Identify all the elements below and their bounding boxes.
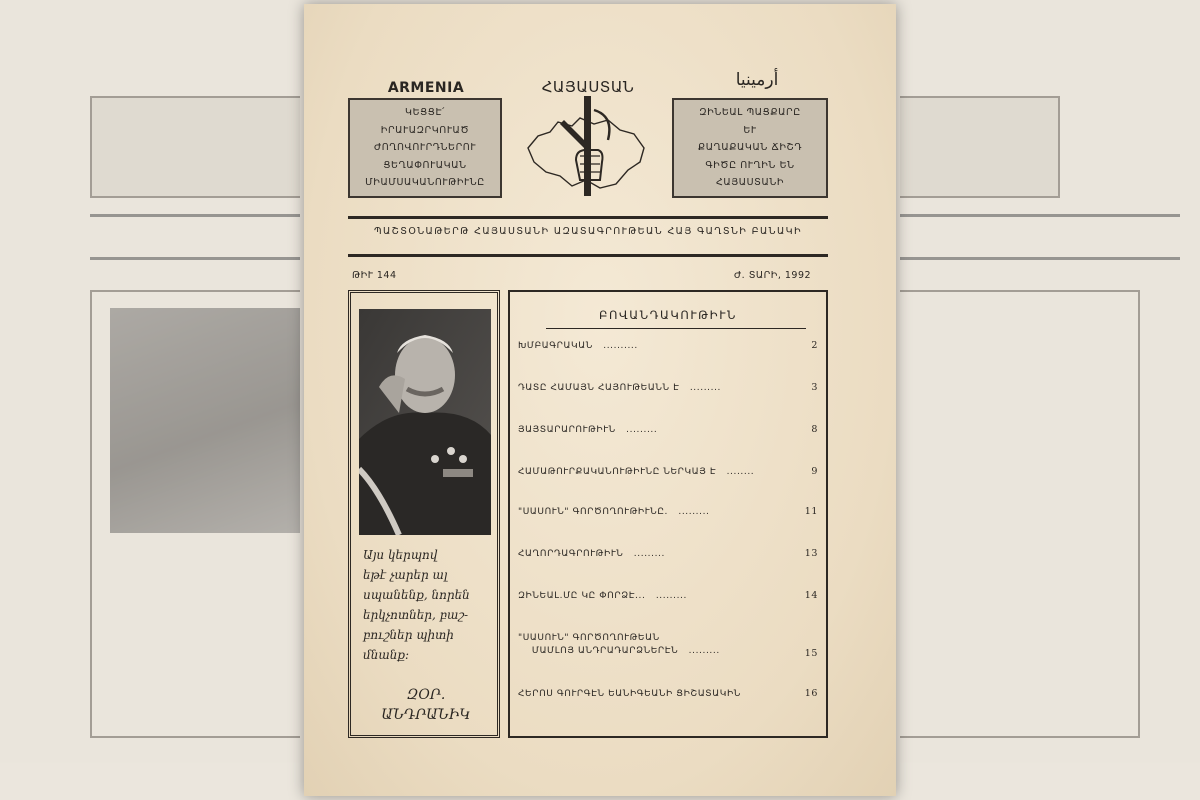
toc-entry xyxy=(518,590,818,620)
toc-entry xyxy=(518,548,818,578)
quote-signature xyxy=(357,685,495,725)
toc-entry-page: 13 xyxy=(804,548,818,559)
slogan-line: ՔԱՂԱՔԱԿԱՆ ՃԻՇԴ xyxy=(697,142,803,154)
slogan-line: ՑԵՂԱՓՈՒԱԿԱՆ xyxy=(383,159,467,171)
magazine-cover xyxy=(304,4,896,796)
ghost-slogan-box xyxy=(90,96,300,198)
background-left-blur xyxy=(0,0,300,800)
toc-entry xyxy=(518,632,818,662)
slogan-line: ԺՈՂՈՎՈՒՐԴՆԵՐՈՒ xyxy=(373,142,477,154)
slogan-line: ԻՐԱՒԱԶՐԿՈՒԱԾ xyxy=(380,124,470,136)
toc-entry-page: 16 xyxy=(804,688,818,699)
toc-entry-title: ՀԵՐՈՍ ԳՈՒՐԳԷՆ ԵԱՆԻԳԵԱՆԻ ՑԻՇԱՏԱԿԻՆ xyxy=(518,689,741,699)
strapline: ՊԱՇՏՕՆԱԹԵՐԹ ՀԱՅԱՍՏԱՆԻ ԱԶԱՏԱԳՐՈՒԹԵԱՆ ՀԱՅ ԳԱՂՏՆԻ ԲԱՆԱԿԻ xyxy=(373,226,803,237)
toc-entry-title: ԽՄԲԱԳՐԱԿԱՆ .......... xyxy=(518,341,638,351)
slogan-line: ԿԵՑՑԷ՛ xyxy=(405,107,445,119)
toc-divider xyxy=(546,328,806,329)
toc-entry xyxy=(518,424,818,454)
toc-entry xyxy=(518,688,818,718)
map-fist-rifle-icon xyxy=(520,96,656,200)
general-portrait-photo xyxy=(359,309,491,535)
quote-block xyxy=(363,545,489,665)
toc-entry xyxy=(518,382,818,412)
toc-entry-page: 15 xyxy=(804,648,818,659)
logo-title: ՀԱՅԱՍՏԱՆ xyxy=(541,78,635,96)
toc-entry-title: "ՍԱՍՈՒՆ" ԳՈՐԾՈՂՈՒԹԵԱՆ ՄԱՄԼՈՅ ԱՆԴՐԱԴԱՐՁՆԵՐԷՆ ......... xyxy=(518,633,720,656)
background-right-blur xyxy=(900,0,1200,800)
signature-name: ԱՆԴՐԱՆԻԿ xyxy=(381,707,471,723)
toc-entry-page: 8 xyxy=(811,424,818,435)
header-rule-top xyxy=(348,216,828,219)
toc-entry-title: ՀԱՄԱԹՈՒՐՔԱԿԱՆՈՒԹԻՒՆԸ ՆԵՐԿԱՅ Է ........ xyxy=(518,467,755,477)
slogan-line: ԶԻՆԵԱԼ ՊԱՑՔԱՐԸ xyxy=(699,107,801,119)
ghost-strap xyxy=(90,214,300,260)
toc-entry-page: 14 xyxy=(804,590,818,601)
toc-entry-page: 11 xyxy=(804,506,818,517)
slogan-line: ՄԻԱՄՍԱԿԱՆՈՒԹԻՒՆԸ xyxy=(365,177,485,189)
table-of-contents xyxy=(508,290,828,738)
toc-entry xyxy=(518,340,818,370)
slogan-line: ԳԻԾԸ ՈՒՂԻՆ ԵՆ xyxy=(705,159,795,171)
toc-entry-page: 3 xyxy=(811,382,818,393)
toc-entry xyxy=(518,466,818,496)
toc-entry-title: ՅԱՅՏԱՐԱՐՈՒԹԻՒՆ ......... xyxy=(518,425,658,435)
right-slogan-box xyxy=(672,98,828,198)
toc-entry-page: 2 xyxy=(811,340,818,351)
quote-line: բուշներ պիտի xyxy=(363,628,454,642)
toc-entry xyxy=(518,506,818,536)
ghost-strap xyxy=(900,214,1180,260)
toc-entry-title: ԴԱՏԸ ՀԱՄԱՅՆ ՀԱՅՈՒԹԵԱՆՆ Է ......... xyxy=(518,383,721,393)
quote-line: եթէ չարեր ալ xyxy=(363,568,448,582)
ghost-frame xyxy=(900,290,1140,738)
signature-rank: ԶՕՐ. xyxy=(406,687,446,703)
left-slogan-box xyxy=(348,98,502,198)
brand-arabic: أرمينيا xyxy=(735,70,779,90)
ghost-photo xyxy=(110,308,300,533)
ghost-slogan-box xyxy=(900,96,1060,198)
toc-entry-page: 9 xyxy=(811,466,818,477)
toc-entry-title: "ՍԱՍՈՒՆ" ԳՈՐԾՈՂՈՒԹԻՒՆԸ. ......... xyxy=(518,507,710,517)
quote-line: Այս կերպով xyxy=(363,548,438,562)
quote-line: երկչոտներ, բաշ- xyxy=(363,608,469,622)
portrait-panel xyxy=(348,290,500,738)
quote-line: մնանք: xyxy=(363,648,410,662)
issue-number: ԹԻՒ 144 xyxy=(352,270,397,281)
quote-line: սպանենք, նորեն xyxy=(363,588,470,602)
slogan-line: ՀԱՅԱՍՏԱՆԻ xyxy=(715,177,785,189)
issue-year: Ժ. ՏԱՐԻ, 1992 xyxy=(734,270,812,281)
slogan-line: ԵՒ xyxy=(743,124,757,136)
toc-entry-title: ԶԻՆԵԱԼ.ՄԸ ԿԸ ՓՈՐՁԷ... ......... xyxy=(518,591,687,601)
header-rule-bottom xyxy=(348,254,828,257)
emblem-logo xyxy=(520,78,656,200)
toc-entry-title: ՀԱՂՈՐԴԱԳՐՈՒԹԻՒՆ ......... xyxy=(518,549,665,559)
brand-english: ARMENIA xyxy=(387,80,465,96)
toc-title: ԲՈՎԱՆԴԱԿՈՒԹԻՒՆ xyxy=(599,308,737,322)
